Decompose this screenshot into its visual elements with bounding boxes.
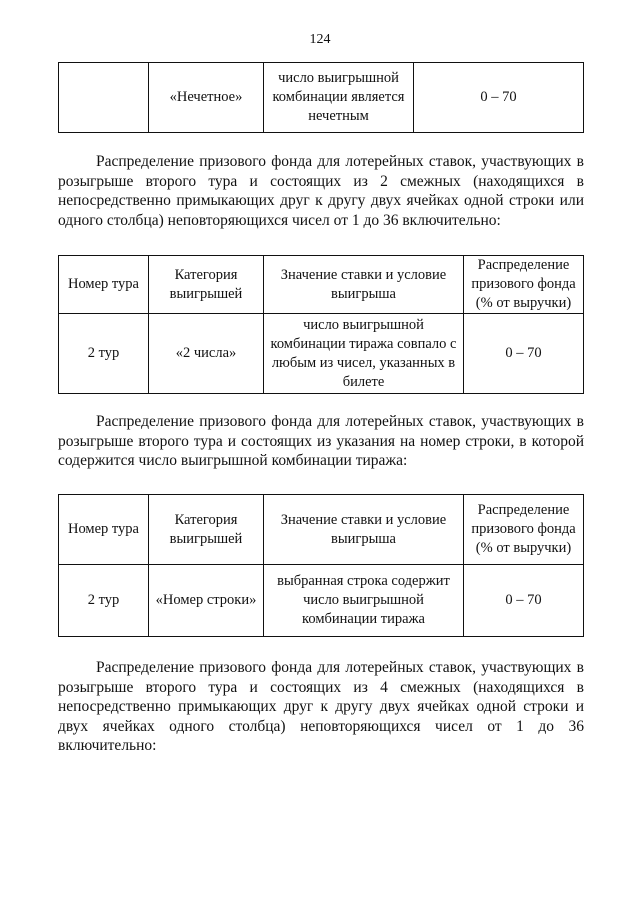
header-category: Категория выигрышей [149, 495, 264, 565]
page-number: 124 [309, 32, 331, 47]
table-header-row [59, 495, 584, 565]
prize-table-odd [58, 62, 584, 133]
table-cell-condition: число выигрышной комбинации является нечетным [264, 63, 414, 133]
paragraph-row-number: Распределение призового фонда для лотерейных ставок, участвующих в розыгрыше второго тура и состоящих из указания на номер строки, в которой содержится число выигрышной комбинации тиража: [58, 413, 584, 469]
table-cell-round: 2 тур [59, 565, 149, 637]
header-round: Номер тура [59, 495, 149, 565]
table-row [59, 565, 584, 637]
header-condition: Значение ставки и условие выигрыша [264, 495, 464, 565]
header-distribution: Распределение призового фонда (% от выручки) [464, 256, 584, 314]
header-category: Категория выигрышей [149, 256, 264, 314]
paragraph-two-numbers: Распределение призового фонда для лотерейных ставок, участвующих в розыгрыше второго тура и состоящих из 2 смежных (находящихся в непосредственно примыкающих друг к другу двух ячейках одной строки или одного столбца) неповторяющихся чисел от 1 до 36 включительно: [58, 153, 584, 229]
table-row [59, 314, 584, 394]
table-cell-distribution: 0 – 70 [464, 565, 584, 637]
header-distribution: Распределение призового фонда (% от выручки) [464, 495, 584, 565]
prize-table-two-numbers [58, 255, 584, 394]
table-cell-round [59, 63, 149, 133]
table-cell-category: «Нечетное» [149, 63, 264, 133]
table-cell-distribution: 0 – 70 [464, 314, 584, 394]
table-cell-round: 2 тур [59, 314, 149, 394]
table-cell-condition: выбранная строка содержит число выигрышной комбинации тиража [264, 565, 464, 637]
header-round: Номер тура [59, 256, 149, 314]
prize-table-row-number [58, 494, 584, 637]
header-condition: Значение ставки и условие выигрыша [264, 256, 464, 314]
table-cell-category: «2 числа» [149, 314, 264, 394]
paragraph-four-numbers: Распределение призового фонда для лотерейных ставок, участвующих в розыгрыше второго тура и состоящих из 4 смежных (находящихся в непосредственно примыкающих друг к другу двух ячейках одной строки и двух ячейках одного столбца) неповторяющихся чисел от 1 до 36 включительно: [58, 659, 584, 754]
table-row [59, 63, 584, 133]
table-header-row [59, 256, 584, 314]
table-cell-distribution: 0 – 70 [414, 63, 584, 133]
table-cell-condition: число выигрышной комбинации тиража совпало с любым из чисел, указанных в билете [264, 314, 464, 394]
table-cell-category: «Номер строки» [149, 565, 264, 637]
